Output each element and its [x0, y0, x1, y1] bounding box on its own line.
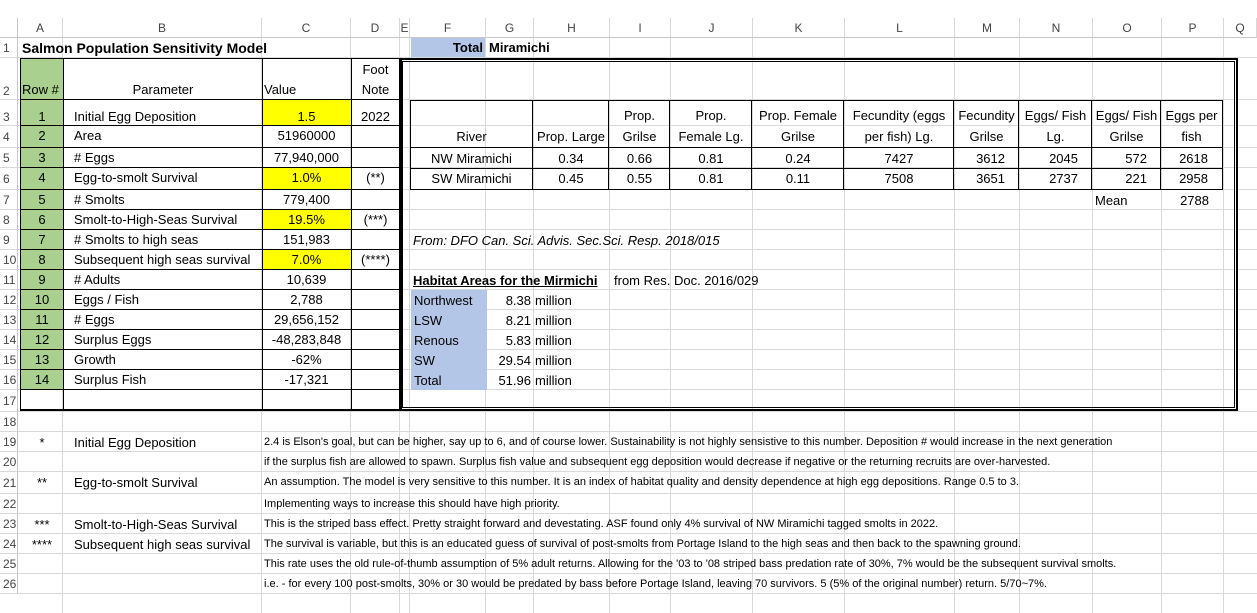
river-header-line2: River [456, 129, 487, 144]
footnote-ref: (**) [366, 170, 385, 185]
footnote-header-line2: Note [361, 82, 390, 97]
habitat-name: Renous [411, 330, 487, 350]
river-value: 2618 [1179, 151, 1208, 166]
row-header-16[interactable]: 16 [0, 370, 18, 390]
river-value: 3612 [976, 151, 1005, 166]
row-header-26[interactable]: 26 [0, 574, 18, 594]
footnote-label: Smolt-to-High-Seas Survival [74, 517, 238, 532]
river-col-border [669, 100, 670, 190]
row-header-19[interactable]: 19 [0, 432, 18, 452]
row-number: 11 [20, 310, 64, 330]
river-value: 0.55 [626, 171, 653, 186]
parameter-name: # Smolts [74, 192, 125, 207]
row-header-12[interactable]: 12 [0, 290, 18, 310]
row-header-15[interactable]: 15 [0, 350, 18, 370]
habitat-value: 5.83 [505, 333, 531, 348]
parameter-value[interactable]: 29,656,152 [273, 312, 340, 327]
row-header-23[interactable]: 23 [0, 514, 18, 534]
row-header-3[interactable]: 3 [0, 100, 18, 126]
river-header-line2: Lg. [1046, 129, 1065, 144]
gridline-h [18, 493, 1257, 494]
parameter-value[interactable]: -17,321 [284, 372, 329, 387]
habitat-value: 8.38 [505, 293, 531, 308]
sheet-title: Salmon Population Sensitivity Model [22, 40, 268, 56]
parameter-name: Subsequent high seas survival [74, 252, 251, 267]
parameter-value[interactable]: 151,983 [283, 232, 330, 247]
gridline-h [18, 573, 1257, 574]
footnote-label: Egg-to-smolt Survival [74, 475, 198, 490]
gridline-h [18, 533, 1257, 534]
row-header-9[interactable]: 9 [0, 230, 18, 250]
row-header-20[interactable]: 20 [0, 452, 18, 472]
column-header-f[interactable]: F [410, 18, 486, 38]
column-header-k[interactable]: K [753, 18, 845, 38]
row-number: 7 [20, 230, 64, 250]
river-value: 221 [1125, 171, 1147, 186]
row-number: 5 [20, 190, 64, 210]
river-header-line1: Fecundity [958, 108, 1015, 123]
habitat-unit: million [535, 353, 572, 368]
river-header-line2: Grilse [781, 129, 815, 144]
row-num-header: Row # [20, 58, 64, 100]
footnote-header-line1: Foot [362, 62, 389, 77]
river-header-line1: Prop. [695, 108, 727, 123]
row-header-25[interactable]: 25 [0, 554, 18, 574]
row-number: 12 [20, 330, 64, 350]
row-header-8[interactable]: 8 [0, 210, 18, 230]
river-col-border [953, 100, 954, 190]
column-header-h[interactable]: H [534, 18, 610, 38]
river-header-line1: Eggs/ Fish [1095, 108, 1158, 123]
habitat-name: SW [411, 350, 487, 370]
river-name: SW Miramichi [431, 171, 512, 186]
model-col-border [63, 58, 64, 410]
habitat-value: 51.96 [498, 373, 531, 388]
river-header-line2: per fish) Lg. [864, 129, 934, 144]
column-header-c[interactable]: C [262, 18, 351, 38]
gridline-h [18, 513, 1257, 514]
river-row-border [410, 147, 1223, 148]
model-row-border [20, 389, 400, 390]
footnote-mark: ** [36, 475, 48, 490]
parameter-name: Surplus Eggs [74, 332, 152, 347]
river-header-line1: Prop. Female [758, 108, 838, 123]
river-col-border [751, 100, 752, 190]
column-header-m[interactable]: M [955, 18, 1020, 38]
river-value: 2045 [1049, 151, 1078, 166]
row-header-13[interactable]: 13 [0, 310, 18, 330]
model-col-border [262, 58, 263, 410]
column-header-d[interactable]: D [351, 18, 400, 38]
footnote-ref: 2022 [361, 109, 390, 124]
footnote-text: Implementing ways to increase this should have high priority. [264, 498, 560, 510]
column-header-j[interactable]: J [671, 18, 753, 38]
river-value: 7427 [884, 151, 914, 166]
model-row-border [20, 209, 400, 210]
habitat-value: 8.21 [505, 313, 531, 328]
habitat-source: from Res. Doc. 2016/029 [614, 273, 759, 288]
model-row-border [20, 329, 400, 330]
river-value: 0.81 [698, 171, 724, 186]
river-col-border [608, 100, 609, 190]
model-row-border [20, 99, 400, 100]
model-row-border [20, 229, 400, 230]
parameter-value[interactable]: 19.5% [262, 210, 351, 230]
row-header-17[interactable]: 17 [0, 390, 18, 412]
parameter-name: Smolt-to-High-Seas Survival [74, 212, 238, 227]
parameter-name: Surplus Fish [74, 372, 147, 387]
column-header-q[interactable]: Q [1224, 18, 1257, 38]
row-number: 14 [20, 370, 64, 390]
river-header-line2: Grilse [969, 129, 1004, 144]
footnote-text: 2.4 is Elson's goal, but can be higher, say up to 6, and of course lower. Sustainability is not highly sensistive to this number. Deposition # would increase in the next generation [264, 436, 1113, 448]
habitat-title: Habitat Areas for the Mirmichi [413, 273, 598, 288]
habitat-unit: million [535, 373, 572, 388]
row-number: 13 [20, 350, 64, 370]
footnote-label: Subsequent high seas survival [74, 537, 251, 552]
habitat-name: Northwest [411, 290, 487, 310]
model-col-border [351, 58, 352, 410]
model-row-border [20, 189, 400, 190]
row-header-5[interactable]: 5 [0, 148, 18, 168]
gridline-h [18, 471, 1257, 472]
row-header-11[interactable]: 11 [0, 270, 18, 290]
row-number: 10 [20, 290, 64, 310]
model-row-border [20, 125, 400, 126]
river-value: 0.11 [785, 171, 811, 186]
footnote-text: i.e. - for every 100 post-smolts, 30% or 30 would be predated by bass before Portage Island, leaving 70 survivors. 5 (5% of the original number) return. 5/70~7%. [264, 578, 1047, 590]
river-value: 0.34 [558, 151, 584, 166]
parameter-value[interactable]: 2,788 [290, 292, 323, 307]
habitat-value: 29.54 [498, 353, 531, 368]
parameter-name: Area [74, 128, 102, 143]
parameter-name: # Smolts to high seas [74, 232, 199, 247]
row-header-24[interactable]: 24 [0, 534, 18, 554]
row-header-22[interactable]: 22 [0, 494, 18, 514]
footnote-mark: * [39, 435, 45, 450]
parameter-value[interactable]: 779,400 [283, 192, 330, 207]
select-all-corner[interactable] [0, 18, 18, 38]
model-row-border [20, 147, 400, 148]
row-number: 2 [20, 126, 64, 148]
model-row-border [20, 369, 400, 370]
column-header-e[interactable]: E [400, 18, 410, 38]
footnote-ref: (****) [361, 252, 390, 267]
parameter-name: Eggs / Fish [74, 292, 140, 307]
row-header-21[interactable]: 21 [0, 472, 18, 494]
model-row-border [20, 349, 400, 350]
parameter-value[interactable]: -48,283,848 [271, 332, 342, 347]
model-row-border [20, 269, 400, 270]
row-header-1[interactable]: 1 [0, 38, 18, 58]
river-value: 7508 [884, 171, 914, 186]
column-header-a[interactable]: A [18, 18, 63, 38]
river-header-line2: Grilse [1109, 129, 1144, 144]
gridline-h [18, 431, 1257, 432]
row-number: 9 [20, 270, 64, 290]
river-header-line2: fish [1181, 129, 1202, 144]
row-header-7[interactable]: 7 [0, 190, 18, 210]
parameter-name: # Eggs [74, 150, 115, 165]
river-col-border [1160, 100, 1161, 190]
river-col-border [1091, 100, 1092, 190]
parameter-name: Growth [74, 352, 116, 367]
source-reference: From: DFO Can. Sci. Advis. Sec.Sci. Resp. 2018/015 [413, 233, 720, 248]
footnote-mark: *** [34, 517, 50, 532]
parameter-name: # Eggs [74, 312, 115, 327]
parameter-value[interactable]: 7.0% [262, 250, 351, 270]
footnote-text: This is the striped bass effect. Pretty straight forward and devestating. ASF found only 4% survival of NW Miramichi tagged smolts in 2022. [264, 518, 939, 530]
river-row-border [410, 168, 1223, 169]
river-value: 0.24 [785, 151, 811, 166]
row-number: 1 [20, 100, 64, 126]
value-header: Value [264, 82, 297, 97]
mean-label: Mean [1095, 193, 1128, 208]
column-header-b[interactable]: B [63, 18, 262, 38]
footnote-text: if the surplus fish are allowed to spawn. Surplus fish value and subsequent egg deposition would decrease if negative or the returning recruits are over-harvested. [264, 456, 1051, 468]
row-header-14[interactable]: 14 [0, 330, 18, 350]
gridline-h [18, 411, 1257, 412]
row-header-2[interactable]: 2 [0, 58, 18, 100]
footnote-ref: (***) [363, 212, 388, 227]
total-label-cell: Total [411, 38, 485, 57]
river-value: 0.45 [558, 171, 584, 186]
column-header-i[interactable]: I [610, 18, 671, 38]
gridline-h [18, 593, 1257, 594]
column-header-l[interactable]: L [845, 18, 955, 38]
river-header-line1: Fecundity (eggs [852, 108, 946, 123]
model-row-border [20, 249, 400, 250]
mean-value: 2788 [1180, 193, 1209, 208]
river-col-border [532, 100, 533, 190]
footnote-text: An assumption. The model is very sensitive to this number. It is an index of habitat quality and density dependence at high egg depositions. Range 0.5 to 3. [264, 476, 1019, 488]
footnote-label: Initial Egg Deposition [74, 435, 197, 450]
parameter-value[interactable]: 77,940,000 [273, 150, 340, 165]
row-number: 4 [20, 168, 64, 190]
row-header-4[interactable]: 4 [0, 126, 18, 148]
row-number: 6 [20, 210, 64, 230]
river-value: 572 [1125, 151, 1147, 166]
river-header-line2: Female Lg. [678, 129, 744, 144]
habitat-name: Total [411, 370, 487, 390]
footnote-text: This rate uses the old rule-of-thumb assumption of 5% adult returns. Allowing for the '03 to '08 striped bass predation rate of 30%, 7% would be the subsequent survival smolts. [264, 558, 1117, 570]
gridline-h [18, 451, 1257, 452]
model-table-border [20, 58, 402, 411]
parameter-value[interactable]: 1.5 [262, 100, 351, 126]
column-header-o[interactable]: O [1093, 18, 1162, 38]
river-value: 3651 [976, 171, 1005, 186]
parameter-value[interactable]: 1.0% [262, 168, 351, 190]
parameter-value[interactable]: -62% [291, 352, 322, 367]
river-header-line2: Prop. Large [537, 129, 605, 144]
row-number: 3 [20, 148, 64, 168]
habitat-name: LSW [411, 310, 487, 330]
footnote-text: The survival is variable, but this is an educated guess of survival of post-smolts from Portage Island to the high seas and then back to the spawning ground. [264, 538, 1021, 550]
river-header-line1: Eggs/ Fish [1024, 108, 1087, 123]
model-row-border [20, 289, 400, 290]
parameter-name: # Adults [74, 272, 121, 287]
row-header-10[interactable]: 10 [0, 250, 18, 270]
column-header-p[interactable]: P [1162, 18, 1224, 38]
habitat-unit: million [535, 313, 572, 328]
row-header-6[interactable]: 6 [0, 168, 18, 190]
river-value: 0.66 [626, 151, 653, 166]
row-number: 8 [20, 250, 64, 270]
river-value: 2737 [1049, 171, 1078, 186]
parameter-header: Parameter [132, 82, 194, 97]
footnote-mark: **** [31, 537, 53, 552]
row-header-18[interactable]: 18 [0, 412, 18, 432]
column-header-g[interactable]: G [486, 18, 534, 38]
parameter-value[interactable]: 51960000 [277, 128, 336, 143]
river-col-border [843, 100, 844, 190]
model-row-border [20, 167, 400, 168]
column-header-n[interactable]: N [1020, 18, 1093, 38]
river-header-line2: Grilse [622, 129, 657, 144]
parameter-value[interactable]: 10,639 [286, 272, 327, 287]
habitat-unit: million [535, 293, 572, 308]
river-header-line1: Prop. [623, 108, 656, 123]
model-row-border [20, 309, 400, 310]
gridline-h [18, 553, 1257, 554]
river-value: 2958 [1179, 171, 1208, 186]
river-value: 0.81 [698, 151, 724, 166]
river-col-border [1018, 100, 1019, 190]
total-value: Miramichi [489, 40, 550, 55]
river-header-line1: Eggs per [1165, 108, 1218, 123]
habitat-unit: million [535, 333, 572, 348]
parameter-name: Initial Egg Deposition [74, 109, 197, 124]
river-name: NW Miramichi [431, 151, 512, 166]
parameter-name: Egg-to-smolt Survival [74, 170, 198, 185]
